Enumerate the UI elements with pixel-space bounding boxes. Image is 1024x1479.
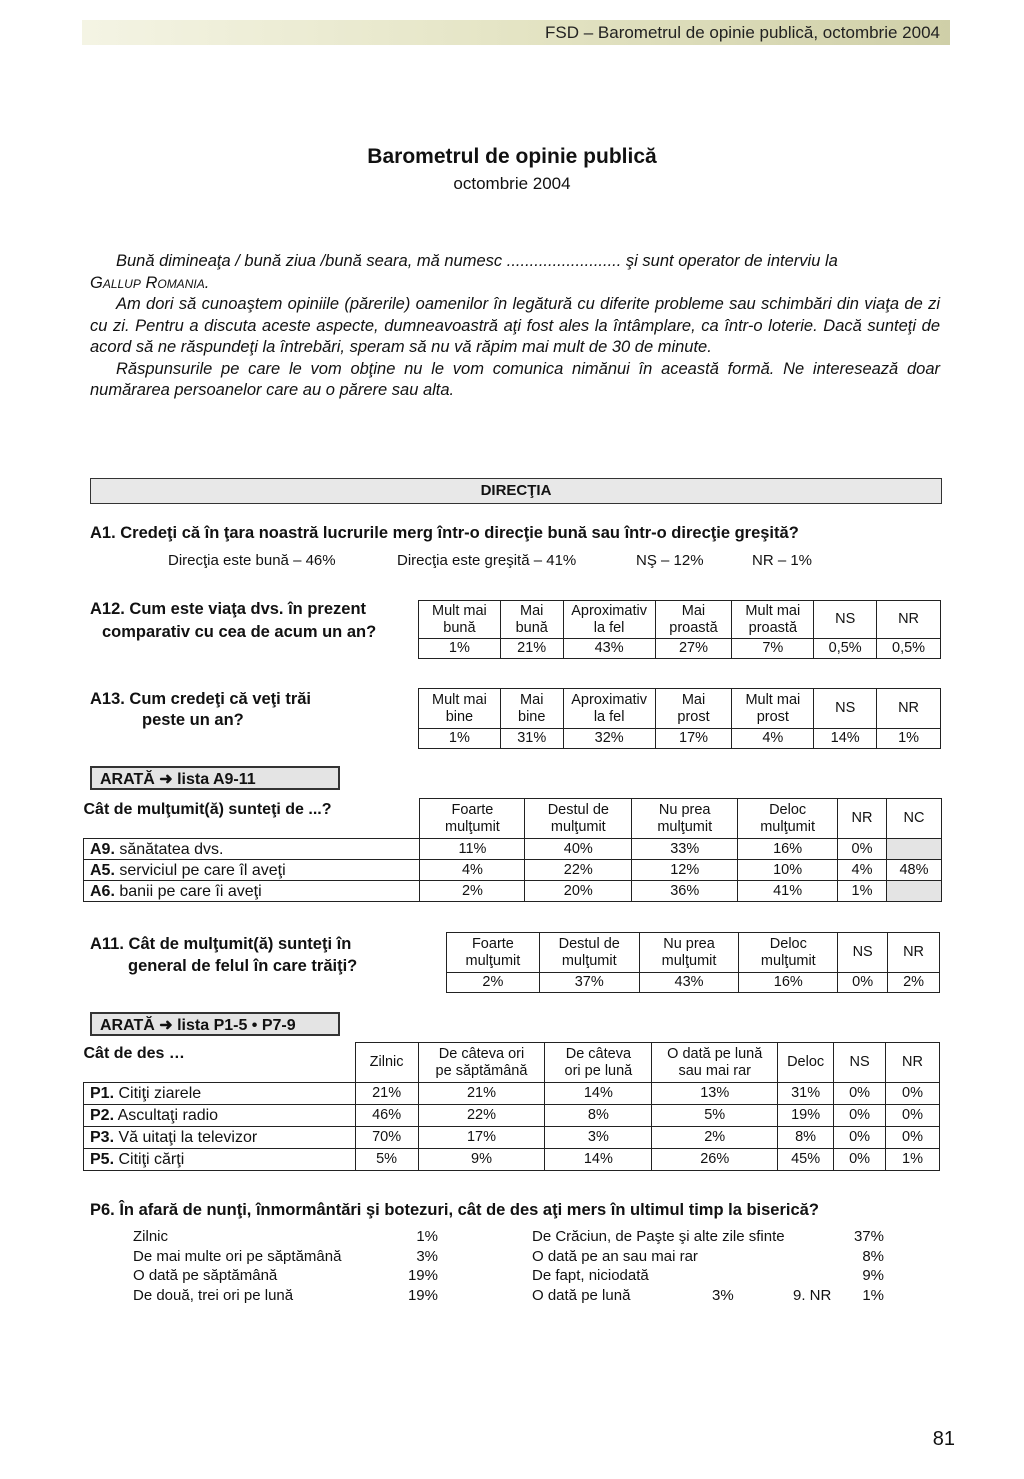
list-item: O dată pe an sau mai rar 8% [532,1247,884,1265]
cell: 5% [652,1105,778,1127]
a11-value: 2% [447,973,540,993]
a11-col-6: NR [888,933,940,973]
a12-value: 1% [419,639,501,659]
arrow-right-icon: ➜ [159,771,173,788]
show-card-instruction-2: ARATĂ ➜ lista P1-5 • P7-9 [90,1012,340,1036]
satisf-col-2: Destul de mulţumit [525,799,632,839]
cell: 4% [838,860,887,881]
a11-value: 37% [539,973,639,993]
list-item: De mai multe ori pe săptămână 3% [133,1247,438,1265]
table-a12-header-row [419,601,941,639]
table-a11-value-row [447,973,940,993]
cell: 4% [420,860,525,881]
frequency-header-row [84,1043,940,1083]
table-a11 [446,932,940,993]
cell: 0% [838,839,887,860]
p6-nr-value: 1% [862,1286,884,1304]
page-title: Barometrul de opinie publică [367,145,657,168]
cell: 13% [652,1083,778,1105]
row-label: P1. Citiţi ziarele [84,1083,356,1105]
a13-col-1: Mult mai bine [419,689,501,729]
cell: 0% [886,1105,940,1127]
table-a13-value-row [419,729,941,749]
a13-value: 1% [419,729,501,749]
row-label: A6. banii pe care îi aveţi [84,881,420,902]
a1-answer-4: NR – 1% [752,552,813,569]
a13-value: 1% [877,729,941,749]
p6-right-list [532,1228,884,1306]
row-label: P3. Vă uitaţi la televizor [84,1127,356,1149]
a12-col-5: Mult mai proastă [732,601,814,639]
list-item: De Crăciun, de Paşte şi alte zile sfinte 37% [532,1228,884,1245]
question-a12-line1: A12. Cum este viaţa dvs. în prezent [90,600,367,618]
a12-value: 0,5% [814,639,877,659]
freq-col-6: NS [834,1043,886,1083]
question-a12-line2: comparativ cu cea de acum un an? [102,623,377,641]
cell: 11% [420,839,525,860]
table-row [84,1127,940,1149]
row-label: P2. Ascultaţi radio [84,1105,356,1127]
cell: 8% [545,1105,652,1127]
a11-col-3: Nu prea mulţumit [639,933,739,973]
question-a11-line1: A11. Cât de mulţumit(ă) sunteţi în [90,935,352,953]
cell: 22% [525,860,632,881]
table-a13-header-row [419,689,941,729]
cell: 21% [418,1083,545,1105]
cell: 26% [652,1149,778,1171]
question-a13-line2: peste un an? [142,711,244,729]
satisfaction-question: Cât de mulţumit(ă) sunteţi de ...? [84,799,420,839]
cell: 1% [838,881,887,902]
intro-paragraph-3: Răspunsurile pe care le vom obţine nu le vom comunica nimănui în această formă. Ne interesează doar numărarea persoanelor care au o părere sau alta. [90,359,940,399]
table-frequency [83,1042,940,1171]
satisf-col-5: NR [838,799,887,839]
a11-value: 16% [739,973,838,993]
arrow-right-icon: ➜ [159,1017,173,1034]
a13-value: 32% [563,729,655,749]
p6-last-label: O dată pe lună [532,1286,631,1304]
question-a13-line1: A13. Cum credeţi că veţi trăi [90,690,312,708]
running-header-text: FSD – Barometrul de opinie publică, octombrie 2004 [545,23,940,42]
section-heading-direction: DIRECŢIA [90,478,942,504]
cell: 20% [525,881,632,902]
table-row [84,881,942,902]
freq-col-7: NR [886,1043,940,1083]
a13-col-2: Mai bine [500,689,563,729]
a12-col-3: Aproximativ la fel [563,601,655,639]
satisf-col-6: NC [887,799,942,839]
page-subtitle: octombrie 2004 [453,174,571,193]
cell: 45% [778,1149,834,1171]
a1-answer-1: Direcţia este bună – 46% [168,552,336,569]
cell: 3% [545,1127,652,1149]
list-item [532,1287,884,1307]
table-row [84,1105,940,1127]
cell-empty [887,881,942,902]
cell: 40% [525,839,632,860]
table-row [84,860,942,881]
cell: 33% [632,839,738,860]
a1-answer-3: NŞ – 12% [636,552,704,569]
cell: 19% [778,1105,834,1127]
a11-value: 43% [639,973,739,993]
a11-col-1: Foarte mulţumit [447,933,540,973]
frequency-question: Cât de des … [84,1043,356,1083]
a13-col-7: NR [877,689,941,729]
cell: 1% [886,1149,940,1171]
table-row [84,839,942,860]
cell: 0% [834,1083,886,1105]
satisf-col-3: Nu prea mulţumit [632,799,738,839]
cell: 36% [632,881,738,902]
cell: 10% [738,860,838,881]
cell: 2% [420,881,525,902]
a11-col-4: Deloc mulţumit [739,933,838,973]
cell: 41% [738,881,838,902]
cell: 5% [355,1149,418,1171]
cell: 2% [652,1127,778,1149]
table-a13 [418,688,941,749]
cell: 14% [545,1149,652,1171]
table-satisfaction [83,798,942,902]
row-label: A9. sănătatea dvs. [84,839,420,860]
page-number: 81 [932,1428,955,1450]
intro-paragraph-2: Am dori să cunoaştem opiniile (părerile) oamenilor în legătură cu diferite probleme sau schimbări din viaţa de zi cu zi. Pentru a discuta aceste aspecte, dumneavoastră aţi fost ales la întâmplare, ca într-o loterie. Dacă sunteţi de acord să ne răspundeţi la întrebări, speram să nu vă răpim mai mult de 30 de minute. [90,295,940,356]
list-item: O dată pe săptămână 19% [133,1267,438,1284]
satisf-col-1: Foarte mulţumit [420,799,525,839]
question-p6: P6. În afară de nunţi, înmormântări şi botezuri, cât de des aţi mers în ultimul timp la biserică? [90,1201,819,1219]
a12-col-7: NR [877,601,941,639]
freq-col-1: Zilnic [355,1043,418,1083]
intro-org: Gallup Romania. [90,273,210,292]
cell: 0% [834,1149,886,1171]
table-a12-value-row [419,639,941,659]
cell: 46% [355,1105,418,1127]
a12-value: 21% [500,639,563,659]
table-a12 [418,600,941,659]
freq-col-3: De câteva ori pe lună [545,1043,652,1083]
question-a11-line2: general de felul în care trăiţi? [128,957,358,975]
table-row [84,1083,940,1105]
a12-value: 7% [732,639,814,659]
cell: 0% [834,1105,886,1127]
a11-col-5: NS [838,933,888,973]
p6-last-value: 3% [712,1286,734,1304]
p6-left-list [133,1228,438,1306]
cell: 70% [355,1127,418,1149]
cell: 12% [632,860,738,881]
a13-col-5: Mult mai prost [732,689,814,729]
intro-text [90,251,940,402]
cell-empty [887,839,942,860]
cell: 22% [418,1105,545,1127]
a12-value: 27% [655,639,732,659]
cell: 0% [886,1127,940,1149]
a12-col-2: Mai bună [500,601,563,639]
freq-col-4: O dată pe lună sau mai rar [652,1043,778,1083]
cell: 0% [886,1083,940,1105]
row-label: A5. serviciul pe care îl aveţi [84,860,420,881]
a12-value: 43% [563,639,655,659]
p6-nr-label: 9. NR [793,1286,832,1304]
cell: 17% [418,1127,545,1149]
cell: 0% [834,1127,886,1149]
cell: 21% [355,1083,418,1105]
a12-value: 0,5% [877,639,941,659]
intro-paragraph-1 [90,251,940,273]
a13-col-6: NS [814,689,877,729]
cell: 8% [778,1127,834,1149]
cell: 31% [778,1083,834,1105]
a13-col-3: Aproximativ la fel [563,689,655,729]
table-a11-header-row [447,933,940,973]
a13-value: 4% [732,729,814,749]
a12-col-1: Mult mai bună [419,601,501,639]
table-row [84,1149,940,1171]
freq-col-5: Deloc [778,1043,834,1083]
cell: 9% [418,1149,545,1171]
satisf-col-4: Deloc mulţumit [738,799,838,839]
intro-p1: Bună dimineaţa / bună ziua /bună seara, mă numesc ......................... şi sunt operator de interviu la [116,252,838,270]
list-item: De fapt, niciodată 9% [532,1267,884,1284]
a13-value: 17% [655,729,732,749]
a1-answer-2: Direcţia este greşită – 41% [397,552,577,569]
a11-col-2: Destul de mulţumit [539,933,639,973]
intro-paragraph-1b [90,273,940,295]
cell: 16% [738,839,838,860]
a13-col-4: Mai prost [655,689,732,729]
list-item: De două, trei ori pe lună 19% [133,1286,438,1304]
a13-value: 31% [500,729,563,749]
cell: 14% [545,1083,652,1105]
a12-col-6: NS [814,601,877,639]
a13-value: 14% [814,729,877,749]
a11-value: 0% [838,973,888,993]
running-header [82,20,950,45]
satisfaction-header-row [84,799,942,839]
show-card-instruction-1: ARATĂ ➜ lista A9-11 [90,766,340,790]
question-a1: A1. Credeţi că în ţara noastră lucrurile merg într-o direcţie bună sau într-o direcţie greşită? [90,524,799,542]
cell: 48% [887,860,942,881]
list-item: Zilnic 1% [133,1228,438,1245]
freq-col-2: De câteva ori pe săptămână [418,1043,545,1083]
row-label: P5. Citiţi cărţi [84,1149,356,1171]
a12-col-4: Mai proastă [655,601,732,639]
a11-value: 2% [888,973,940,993]
